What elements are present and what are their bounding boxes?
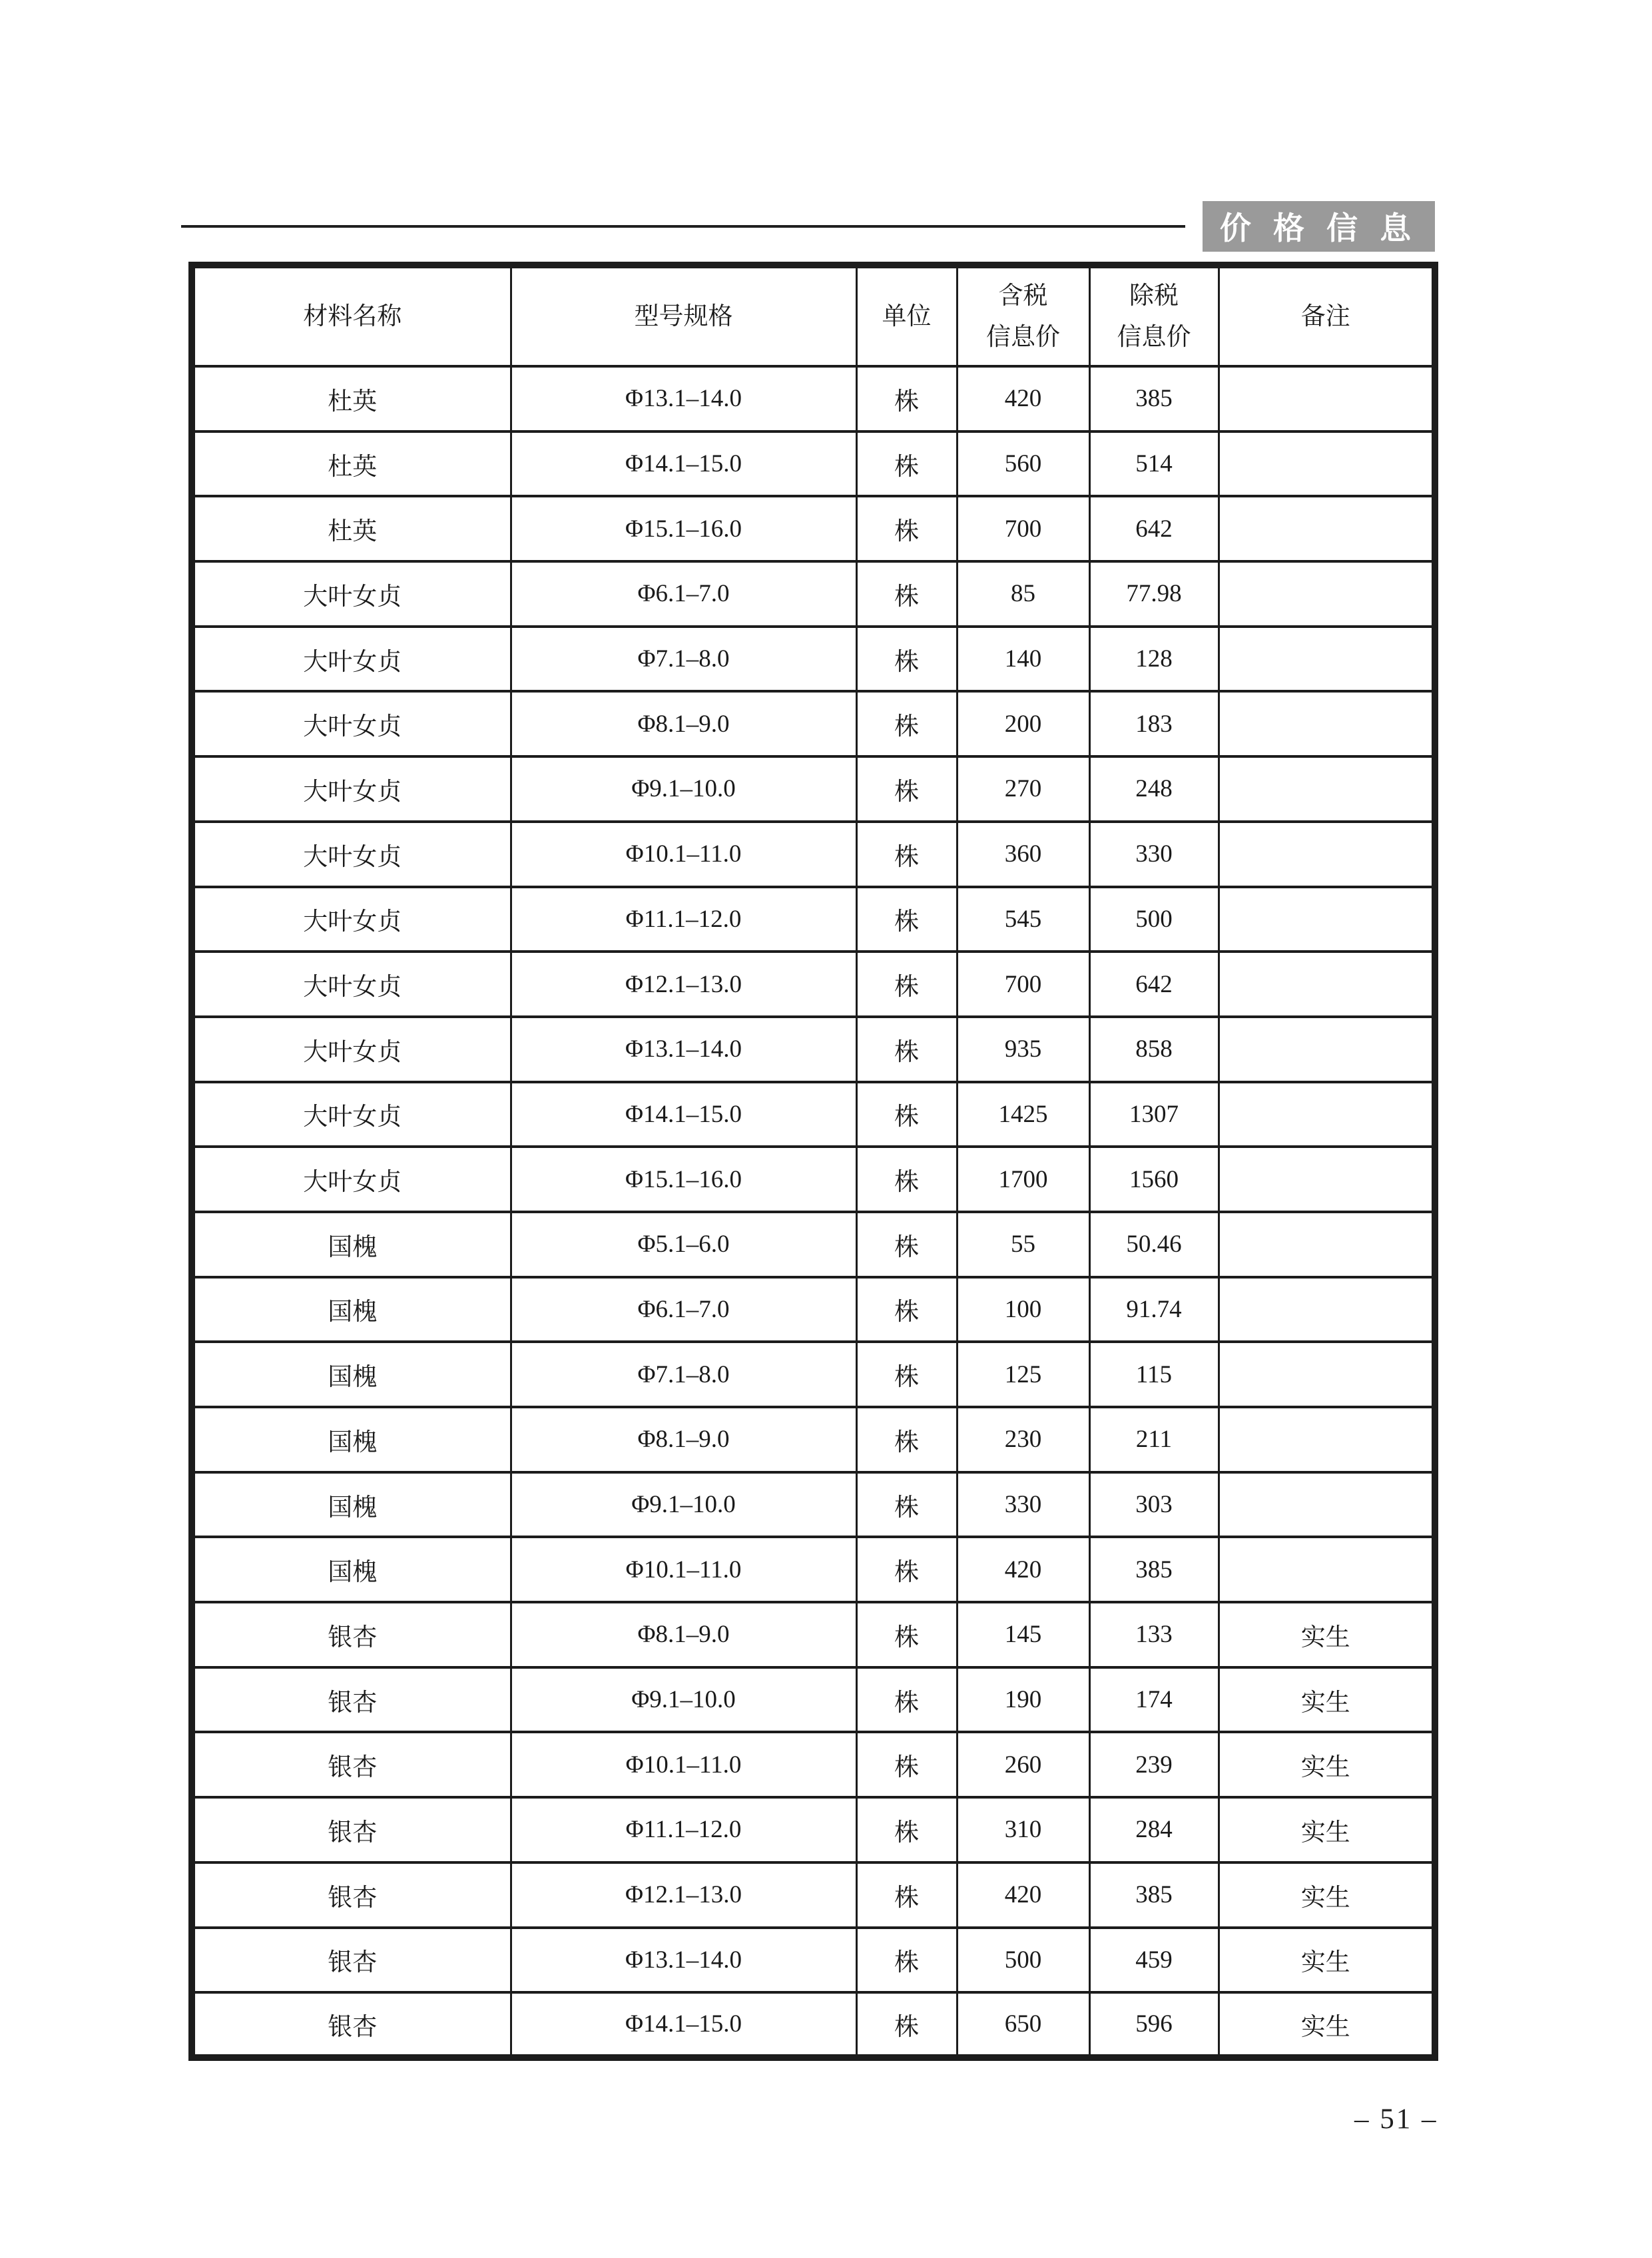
cell-unit: 株 <box>856 1472 957 1538</box>
cell-price_incl_tax: 270 <box>957 756 1089 822</box>
cell-price_incl_tax: 230 <box>957 1407 1089 1472</box>
cell-name: 国槐 <box>192 1407 511 1472</box>
column-header-price_excl_tax: 除税 信息价 <box>1089 265 1219 366</box>
table-row <box>192 1732 1435 1797</box>
table-row <box>192 952 1435 1017</box>
cell-note: 实生 <box>1219 1732 1435 1797</box>
cell-spec: Φ14.1–15.0 <box>511 1082 856 1147</box>
page-header-badge <box>1203 201 1435 252</box>
table-row <box>192 1797 1435 1862</box>
cell-unit: 株 <box>856 431 957 497</box>
cell-unit: 株 <box>856 561 957 627</box>
cell-note <box>1219 822 1435 887</box>
cell-note: 实生 <box>1219 1797 1435 1862</box>
cell-price_excl_tax: 1560 <box>1089 1147 1219 1212</box>
cell-note <box>1219 1472 1435 1538</box>
cell-unit: 株 <box>856 1537 957 1602</box>
table-row <box>192 627 1435 692</box>
cell-note <box>1219 1212 1435 1277</box>
cell-name: 国槐 <box>192 1277 511 1342</box>
table-row <box>192 1407 1435 1472</box>
cell-name: 大叶女贞 <box>192 1147 511 1212</box>
cell-spec: Φ10.1–11.0 <box>511 1537 856 1602</box>
table-row <box>192 496 1435 561</box>
cell-price_incl_tax: 420 <box>957 1537 1089 1602</box>
cell-spec: Φ7.1–8.0 <box>511 1342 856 1407</box>
cell-name: 大叶女贞 <box>192 952 511 1017</box>
table-row <box>192 1667 1435 1733</box>
cell-price_incl_tax: 560 <box>957 431 1089 497</box>
cell-spec: Φ9.1–10.0 <box>511 1667 856 1733</box>
cell-spec: Φ6.1–7.0 <box>511 561 856 627</box>
cell-unit: 株 <box>856 1082 957 1147</box>
cell-name: 大叶女贞 <box>192 756 511 822</box>
cell-price_excl_tax: 91.74 <box>1089 1277 1219 1342</box>
table-body <box>192 366 1435 2058</box>
cell-spec: Φ9.1–10.0 <box>511 756 856 822</box>
table-row <box>192 1537 1435 1602</box>
table-row <box>192 1212 1435 1277</box>
cell-price_incl_tax: 545 <box>957 887 1089 952</box>
table-row <box>192 1602 1435 1667</box>
cell-spec: Φ10.1–11.0 <box>511 1732 856 1797</box>
cell-price_incl_tax: 360 <box>957 822 1089 887</box>
cell-name: 大叶女贞 <box>192 1017 511 1082</box>
cell-spec: Φ11.1–12.0 <box>511 887 856 952</box>
cell-spec: Φ15.1–16.0 <box>511 1147 856 1212</box>
cell-note <box>1219 1277 1435 1342</box>
cell-spec: Φ7.1–8.0 <box>511 627 856 692</box>
cell-note <box>1219 1537 1435 1602</box>
cell-price_incl_tax: 1700 <box>957 1147 1089 1212</box>
cell-note: 实生 <box>1219 1928 1435 1993</box>
cell-name: 杜英 <box>192 496 511 561</box>
cell-note <box>1219 1342 1435 1407</box>
cell-unit: 株 <box>856 496 957 561</box>
cell-unit: 株 <box>856 1602 957 1667</box>
cell-name: 大叶女贞 <box>192 561 511 627</box>
cell-price_excl_tax: 858 <box>1089 1017 1219 1082</box>
cell-unit: 株 <box>856 1277 957 1342</box>
cell-note: 实生 <box>1219 1667 1435 1733</box>
cell-note <box>1219 1407 1435 1472</box>
cell-name: 银杏 <box>192 1928 511 1993</box>
cell-note <box>1219 1147 1435 1212</box>
cell-spec: Φ11.1–12.0 <box>511 1797 856 1862</box>
cell-price_excl_tax: 596 <box>1089 1992 1219 2058</box>
cell-name: 国槐 <box>192 1342 511 1407</box>
table-row <box>192 887 1435 952</box>
table-row <box>192 366 1435 431</box>
column-header-note: 备注 <box>1219 265 1435 366</box>
table-row <box>192 431 1435 497</box>
table-row <box>192 1928 1435 1993</box>
cell-price_incl_tax: 420 <box>957 1862 1089 1928</box>
table-row <box>192 691 1435 756</box>
cell-unit: 株 <box>856 1407 957 1472</box>
cell-unit: 株 <box>856 1212 957 1277</box>
cell-name: 大叶女贞 <box>192 627 511 692</box>
cell-note <box>1219 952 1435 1017</box>
table-row <box>192 756 1435 822</box>
cell-note <box>1219 366 1435 431</box>
cell-unit: 株 <box>856 1992 957 2058</box>
cell-price_excl_tax: 514 <box>1089 431 1219 497</box>
cell-unit: 株 <box>856 822 957 887</box>
cell-price_excl_tax: 1307 <box>1089 1082 1219 1147</box>
cell-spec: Φ9.1–10.0 <box>511 1472 856 1538</box>
cell-price_incl_tax: 700 <box>957 496 1089 561</box>
cell-price_excl_tax: 642 <box>1089 952 1219 1017</box>
cell-unit: 株 <box>856 1017 957 1082</box>
cell-price_incl_tax: 500 <box>957 1928 1089 1993</box>
cell-price_incl_tax: 650 <box>957 1992 1089 2058</box>
cell-note <box>1219 756 1435 822</box>
column-header-name: 材料名称 <box>192 265 511 366</box>
cell-price_incl_tax: 935 <box>957 1017 1089 1082</box>
cell-note <box>1219 496 1435 561</box>
cell-name: 银杏 <box>192 1602 511 1667</box>
cell-unit: 株 <box>856 952 957 1017</box>
cell-price_excl_tax: 128 <box>1089 627 1219 692</box>
cell-price_excl_tax: 211 <box>1089 1407 1219 1472</box>
cell-note <box>1219 691 1435 756</box>
cell-price_excl_tax: 642 <box>1089 496 1219 561</box>
cell-unit: 株 <box>856 627 957 692</box>
cell-spec: Φ15.1–16.0 <box>511 496 856 561</box>
cell-price_incl_tax: 420 <box>957 366 1089 431</box>
column-header-price_incl_tax: 含税 信息价 <box>957 265 1089 366</box>
cell-unit: 株 <box>856 1147 957 1212</box>
cell-spec: Φ12.1–13.0 <box>511 952 856 1017</box>
cell-price_incl_tax: 200 <box>957 691 1089 756</box>
cell-price_incl_tax: 190 <box>957 1667 1089 1733</box>
cell-price_excl_tax: 459 <box>1089 1928 1219 1993</box>
cell-spec: Φ14.1–15.0 <box>511 1992 856 2058</box>
cell-name: 银杏 <box>192 1732 511 1797</box>
cell-spec: Φ8.1–9.0 <box>511 1407 856 1472</box>
cell-price_excl_tax: 284 <box>1089 1797 1219 1862</box>
table-row <box>192 1992 1435 2058</box>
cell-note <box>1219 431 1435 497</box>
table-row <box>192 561 1435 627</box>
cell-name: 银杏 <box>192 1667 511 1733</box>
page-header-title: 价 格 信 息 <box>1219 210 1418 246</box>
table-row <box>192 1342 1435 1407</box>
cell-note: 实生 <box>1219 1602 1435 1667</box>
cell-unit: 株 <box>856 691 957 756</box>
cell-price_incl_tax: 140 <box>957 627 1089 692</box>
cell-price_incl_tax: 330 <box>957 1472 1089 1538</box>
cell-unit: 株 <box>856 1797 957 1862</box>
cell-note <box>1219 887 1435 952</box>
cell-price_incl_tax: 260 <box>957 1732 1089 1797</box>
table-row <box>192 1082 1435 1147</box>
cell-spec: Φ10.1–11.0 <box>511 822 856 887</box>
cell-price_incl_tax: 700 <box>957 952 1089 1017</box>
cell-unit: 株 <box>856 1928 957 1993</box>
cell-spec: Φ5.1–6.0 <box>511 1212 856 1277</box>
cell-unit: 株 <box>856 887 957 952</box>
cell-unit: 株 <box>856 1667 957 1733</box>
cell-price_excl_tax: 500 <box>1089 887 1219 952</box>
cell-price_incl_tax: 125 <box>957 1342 1089 1407</box>
cell-name: 国槐 <box>192 1212 511 1277</box>
cell-spec: Φ6.1–7.0 <box>511 1277 856 1342</box>
cell-note <box>1219 1082 1435 1147</box>
cell-unit: 株 <box>856 1862 957 1928</box>
cell-unit: 株 <box>856 756 957 822</box>
table-header <box>192 265 1435 366</box>
cell-spec: Φ12.1–13.0 <box>511 1862 856 1928</box>
cell-unit: 株 <box>856 1342 957 1407</box>
cell-price_incl_tax: 100 <box>957 1277 1089 1342</box>
cell-price_excl_tax: 115 <box>1089 1342 1219 1407</box>
page-number: – 51 – <box>1354 2104 1438 2135</box>
cell-price_excl_tax: 183 <box>1089 691 1219 756</box>
cell-price_excl_tax: 248 <box>1089 756 1219 822</box>
cell-price_excl_tax: 330 <box>1089 822 1219 887</box>
cell-name: 大叶女贞 <box>192 822 511 887</box>
cell-name: 银杏 <box>192 1862 511 1928</box>
cell-price_excl_tax: 174 <box>1089 1667 1219 1733</box>
cell-price_excl_tax: 77.98 <box>1089 561 1219 627</box>
cell-price_incl_tax: 1425 <box>957 1082 1089 1147</box>
cell-name: 国槐 <box>192 1537 511 1602</box>
cell-unit: 株 <box>856 366 957 431</box>
cell-note <box>1219 627 1435 692</box>
cell-price_incl_tax: 310 <box>957 1797 1089 1862</box>
cell-price_excl_tax: 133 <box>1089 1602 1219 1667</box>
cell-note: 实生 <box>1219 1862 1435 1928</box>
table-row <box>192 1147 1435 1212</box>
cell-note <box>1219 1017 1435 1082</box>
header-rule <box>181 225 1185 228</box>
cell-spec: Φ13.1–14.0 <box>511 366 856 431</box>
cell-name: 国槐 <box>192 1472 511 1538</box>
cell-spec: Φ13.1–14.0 <box>511 1928 856 1993</box>
cell-price_excl_tax: 50.46 <box>1089 1212 1219 1277</box>
cell-name: 大叶女贞 <box>192 691 511 756</box>
cell-name: 大叶女贞 <box>192 887 511 952</box>
cell-note: 实生 <box>1219 1992 1435 2058</box>
cell-spec: Φ8.1–9.0 <box>511 691 856 756</box>
cell-name: 银杏 <box>192 1992 511 2058</box>
cell-price_excl_tax: 385 <box>1089 366 1219 431</box>
cell-spec: Φ14.1–15.0 <box>511 431 856 497</box>
table-row <box>192 822 1435 887</box>
column-header-spec: 型号规格 <box>511 265 856 366</box>
price-table <box>188 262 1438 2061</box>
cell-price_excl_tax: 385 <box>1089 1862 1219 1928</box>
table-row <box>192 1017 1435 1082</box>
cell-price_incl_tax: 55 <box>957 1212 1089 1277</box>
cell-unit: 株 <box>856 1732 957 1797</box>
cell-price_incl_tax: 145 <box>957 1602 1089 1667</box>
table-header-row <box>192 265 1435 366</box>
cell-price_incl_tax: 85 <box>957 561 1089 627</box>
table-row <box>192 1277 1435 1342</box>
cell-name: 杜英 <box>192 366 511 431</box>
cell-name: 杜英 <box>192 431 511 497</box>
table-row <box>192 1862 1435 1928</box>
cell-spec: Φ13.1–14.0 <box>511 1017 856 1082</box>
cell-note <box>1219 561 1435 627</box>
cell-price_excl_tax: 239 <box>1089 1732 1219 1797</box>
cell-name: 大叶女贞 <box>192 1082 511 1147</box>
table-row <box>192 1472 1435 1538</box>
cell-price_excl_tax: 385 <box>1089 1537 1219 1602</box>
cell-name: 银杏 <box>192 1797 511 1862</box>
column-header-unit: 单位 <box>856 265 957 366</box>
cell-spec: Φ8.1–9.0 <box>511 1602 856 1667</box>
cell-price_excl_tax: 303 <box>1089 1472 1219 1538</box>
